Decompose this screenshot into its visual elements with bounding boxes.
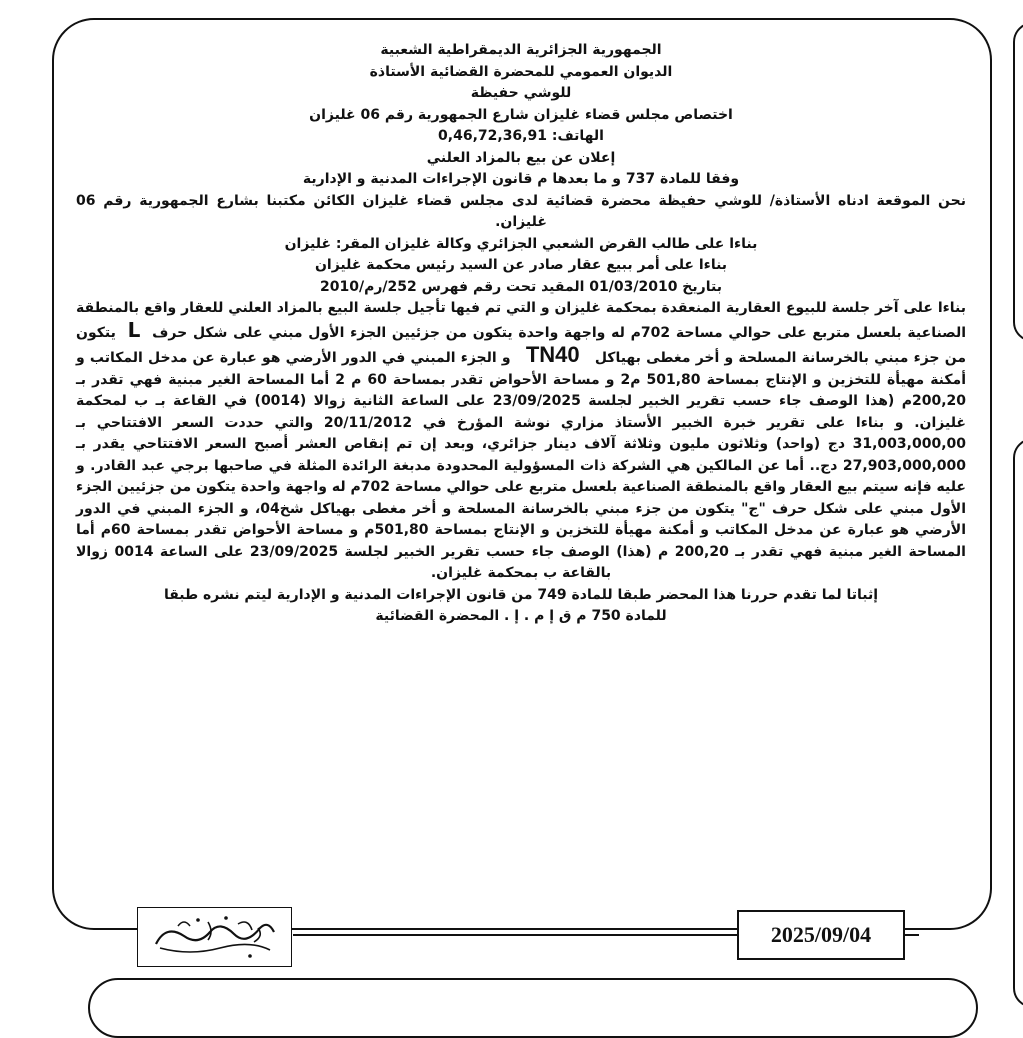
header-line-bailiff-name: للوشي حفيظة	[470, 85, 572, 101]
announcement-title: إعلان عن بيع بالمزاد العلني	[426, 149, 616, 166]
body-paragraph	[76, 298, 966, 585]
body-text-part2: يتكون من جزء مبني بالخرسانة المسلحة و أخر مغطى بهياكل	[76, 324, 966, 366]
basis-line-requester: بناءا على طالب القرض الشعبي الجزائري وكالة غليزان المقر: غليزان	[284, 235, 758, 252]
calligraphy-logo-icon	[138, 908, 290, 965]
next-announcement-frame	[88, 978, 978, 1038]
l-shape-glyph: L	[127, 317, 141, 342]
tn-code: TN40	[525, 342, 580, 367]
body-text-part1: بناءا على آخر جلسة للبيوع العقارية المنعقدة بمحكمة غليزان و التي تم فيها تأجيل جلسة البيع بالمزاد العلني للعقار واقع بالمنطقة الصناعية بلعسل متربع على حوالي مساحة 702م له واجهة واحدة يتكون من جزئيين الجزء الأول مبني على شكل حرف	[76, 300, 967, 341]
adjacent-column-frame-middle	[1013, 438, 1023, 1008]
publication-logo	[137, 907, 292, 967]
basis-line-order: بناءا على أمر ببيع عقار صادر عن السيد رئيس محكمة غليزان	[314, 257, 728, 273]
header-line-address: اختصاص مجلس قضاء غليزان شارع الجمهورية رقم 06 غليزان	[309, 106, 733, 123]
closing-line-1: إثباتا لما تقدم حررنا هذا المحضر طبقا للمادة 749 من قانون الإجراءات المدنية و الإدارية ليتم نشره طبقا	[163, 586, 879, 603]
publication-date: 2025/09/04	[737, 910, 905, 960]
header-line-phone: الهاتف: 0,46,72,36,91	[438, 128, 604, 144]
closing-line-2: للمادة 750 م ق إ م . إ . المحضرة القضائية	[375, 608, 667, 624]
announcement-text	[76, 40, 966, 628]
body-text-part3: و الجزء المبني في الدور الأرضي هو عبارة عن مدخل المكاتب و أمكنة مهيأة للتخزين و الإنتاج بمساحة 501,80 م2 و مساحة الأحواض تقدر بمساحة 60 م 2 أما المساحة الغير مبنية فهي تقدر بـ 200,20م (هذا الوصف جاء حسب تقرير الخبير لجلسة 23/09/2025 على الساعة الثانية زوالا (0014) في القاعة بـ ب لمحكمة غليزان. و بناءا على تقرير خبرة الخبير الأستاذ مزاري نوشة المؤرخ في 20/11/2012 والتي حددت السعر الافتتاحي بـ 31,003,000,00 دج (واحد) وثلاثون مليون وثلاثة آلاف دينار جزائري، وبعد إن تم إنقاص العشر أصبح السعر الافتتاحي يقدر بـ 27,903,000,000 دج.. أما عن المالكين هي الشركة ذات المسؤولية المحدودة مدبغة الرائدة المثلة في صاحبها برجي عبد القادر. و عليه فإنه سيتم بيع العقار واقع بالمنطقة الصناعية بلعسل متربع على حوالي مساحة 702م له واجهة واحدة يتكون من جزئيين الجزء الأول مبني على شكل حرف "ج" يتكون من جزء مبني بالخرسانة المسلحة و أخر مغطى بهياكل شخ04، و الجزء المبني في الدور الأرضي هو عبارة عن مدخل المكاتب و أمكنة مهيأة للتخزين و الإنتاج بمساحة 501,80م و مساحة الأحواض تقدر بمساحة 60م أما المساحة الغير مبنية فهي تقدر بـ 200,20 م (هذا) الوصف جاء حسب تقرير الخبير لجلسة 23/09/2025 على الساعة 0014 زوالا بالقاعة ب بمحكمة غليزان.	[76, 350, 967, 581]
intro-paragraph: نحن الموقعة ادناه الأستاذة/ للوشي حفيظة محضرة قضائية لدى مجلس قضاء غليزان الكائن مكتبنا بشارع الجمهورية رقم 06 غليزان.	[76, 192, 966, 230]
footer-rule-right	[905, 934, 919, 936]
header-line-country: الجمهورية الجزائرية الديمقراطية الشعبية	[380, 42, 662, 58]
footer-rule-left	[293, 934, 737, 936]
header-line-office: الديوان العمومي للمحضرة القضائية الأستاذة	[369, 63, 673, 80]
basis-line-date: بتاريخ 01/03/2010 المقيد تحت رقم فهرس 252/رم/2010	[320, 278, 722, 295]
adjacent-column-frame-top	[1013, 22, 1023, 342]
legal-reference: وفقا للمادة 737 و ما بعدها م قانون الإجراءات المدنية و الإدارية	[302, 171, 740, 187]
